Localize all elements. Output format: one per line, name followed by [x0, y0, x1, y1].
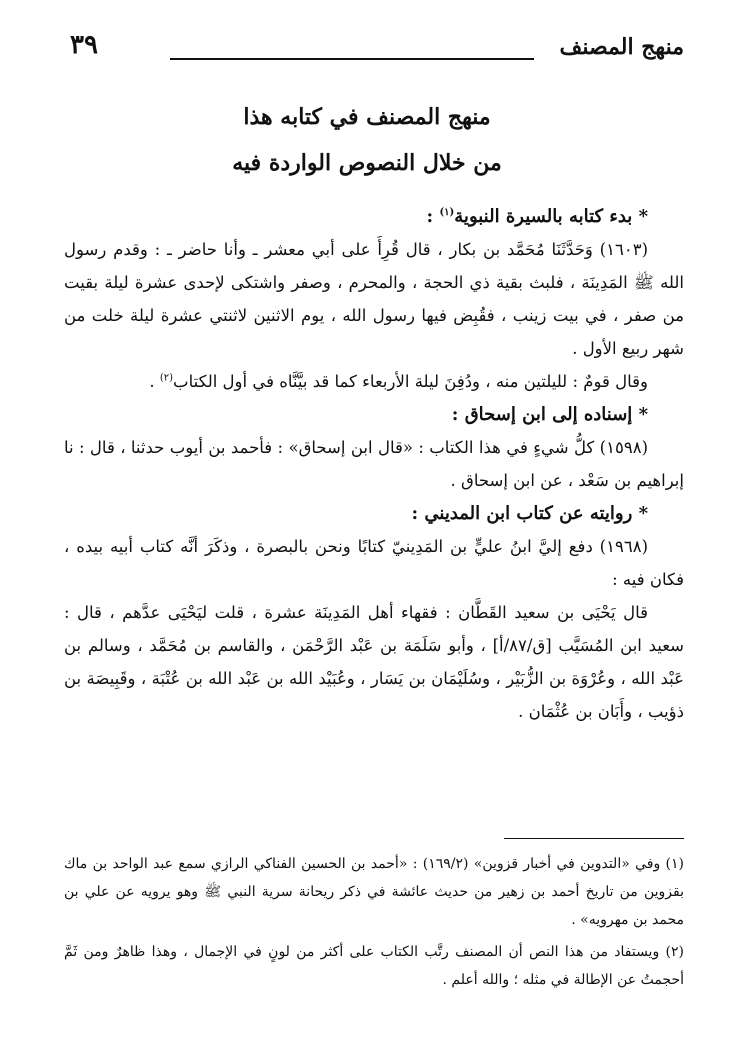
footnote-ref-2: (٢): [159, 372, 174, 384]
hadith-1968: (١٩٦٨) دفع إليَّ ابنُ عليٍّ بن المَدِينيّ كتابًا ونحن بالبصرة ، وذكَرَ أنَّه كتاب أبيه بيده ، فكان فيه :: [64, 537, 684, 589]
star-bullet: *: [638, 503, 648, 524]
star-bullet: *: [638, 206, 648, 227]
footnote-ref-1: (١): [439, 207, 455, 218]
qawl-end: .: [149, 372, 155, 391]
hadith-1603: (١٦٠٣) وَحَدَّثَنَا مُحَمَّد بن بكار ، قال قُرِأَ على أبي معشر ـ وأنا حاضر ـ : وقدم رسول الله ﷺ المَدِينَة ، فلبث بقية ذي الحجة ، والمحرم ، وصفر واشتكى لإحدى عشرة ليلة بقيت من صفر ، في بيت زينب ، فقُبِض فيها رسول الله ، يوم الاثنين لاثنتي عشرة ليلة خلت من شهر ربيع الأول .: [64, 240, 684, 358]
footnote-2: (٢) ويستفاد من هذا النص أن المصنف رتَّب الكتاب على أكثر من لونٍ في الإجمال ، وهذا ظاهرٌ ومن ثَمَّ أحجمتُ عن الإطالة في مثله ؛ والله أعلم .: [64, 944, 684, 988]
chapter-heading-line1: منهج المصنف في كتابه هذا: [243, 104, 491, 130]
section-title-madini: [64, 497, 684, 530]
chapter-heading-line2: من خلال النصوص الواردة فيه: [232, 150, 502, 176]
qawl-text: وقال قومٌ : لليلتين منه ، ودُفِنَ ليلة الأربعاء كما قد بيَّنَّاه في أول الكتاب: [173, 372, 648, 391]
fuqaha-paragraph: قال يَحْيَى بن سعيد القَطَّان : فقهاء أهل المَدِينَة عشرة ، قلت ليَحْيَى عدَّهم ، قال : سعيد ابن المُسَيَّب [ق/٨٧/أ] ، وأبو سَلَمَة بن عَبْد الرَّحْمَن ، والقاسم بن مُحَمَّد ، وسالم بن عَبْد الله ، وعُرْوَة بن الزُّبَيْر ، وسُلَيْمَان بن يَسَار ، وعُبَيْد الله بن عَبْد الله بن عُتْبَة ، وقَبِيصَة بن ذؤيب ، وأَبَان بن عُثْمَان .: [64, 603, 684, 721]
page-number: ٣٩: [70, 30, 98, 60]
main-text: [64, 200, 684, 728]
star-bullet: *: [638, 404, 648, 425]
header-rule: [170, 58, 534, 60]
section-title-text: روايته عن كتاب ابن المديني :: [411, 503, 633, 524]
section-title-text: بدء كتابه بالسيرة النبوية: [454, 206, 633, 227]
footnotes: [64, 850, 684, 998]
section-title-sira: [64, 200, 684, 233]
hadith-1598: (١٥٩٨) كلُّ شيءٍ في هذا الكتاب : «قال ابن إسحاق» : فأحمد بن أيوب حدثنا ، قال : نا إبراهيم بن سَعْد ، عن ابن إسحاق .: [64, 438, 684, 490]
footnote-rule: [504, 838, 684, 839]
section-title-isnad: [64, 398, 684, 431]
running-title: منهج المصنف: [559, 34, 684, 60]
footnote-1: (١) وفي «التدوين في أخبار قزوين» (١٦٩/٢) : «أحمد بن الحسين الفناكي الرازي سمع عبد الواحد بن ماك بقزوين من تاريخ أحمد بن زهير من حديث عائشة في ذكر ريحانة سرية النبي ﷺ وهو يرويه عن علي بن محمد بن مهرويه» .: [64, 856, 684, 928]
title-colon: :: [426, 206, 434, 227]
qawl-paragraph: [64, 365, 684, 398]
section-title-text: إسناده إلى ابن إسحاق :: [451, 404, 633, 425]
running-header: [70, 28, 684, 68]
